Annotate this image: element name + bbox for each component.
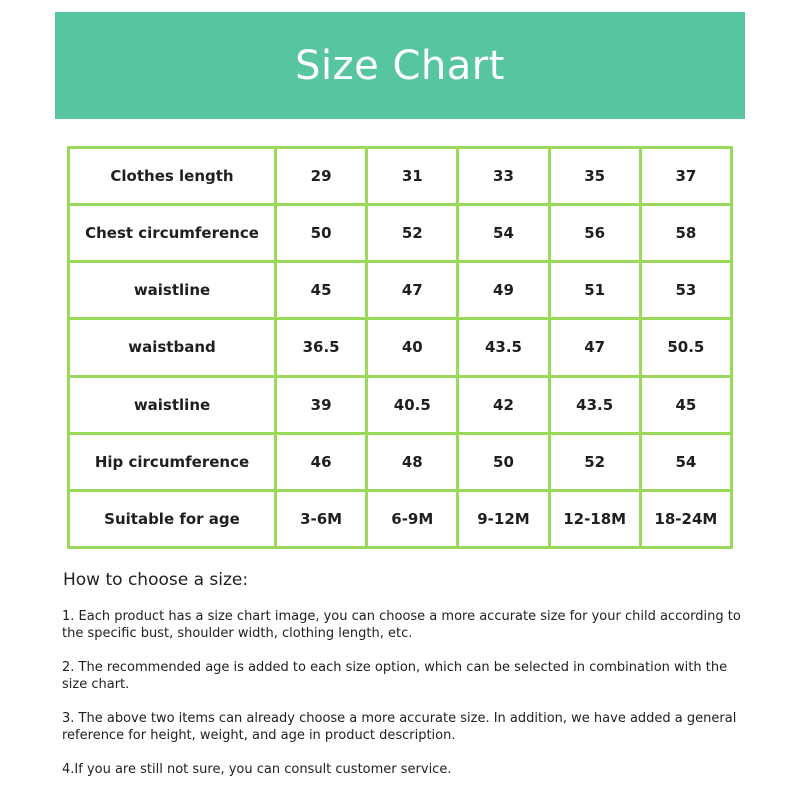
- howto-heading: How to choose a size:: [63, 570, 249, 590]
- table-cell: 43.5: [549, 376, 640, 433]
- row-label: waistline: [69, 262, 276, 319]
- table-cell: 51: [549, 262, 640, 319]
- size-chart-banner: [55, 12, 745, 119]
- note-paragraph: 3. The above two items can already choose a more accurate size. In addition, we have added a general reference for height, weight, and age in product description.: [62, 711, 737, 743]
- table-cell: 48: [367, 433, 458, 490]
- table-cell: 40: [367, 319, 458, 376]
- row-label: Hip circumference: [69, 433, 276, 490]
- table-cell: 39: [276, 376, 367, 433]
- table-cell: 50.5: [640, 319, 731, 376]
- table-cell: 46: [276, 433, 367, 490]
- table-cell: 56: [549, 205, 640, 262]
- table-cell: 42: [458, 376, 549, 433]
- table-cell: 45: [640, 376, 731, 433]
- table-cell: 40.5: [367, 376, 458, 433]
- table-row: [69, 433, 732, 490]
- table-cell: 58: [640, 205, 731, 262]
- table-row: [69, 376, 732, 433]
- row-label: waistband: [69, 319, 276, 376]
- row-label: Clothes length: [69, 148, 276, 205]
- row-label: waistline: [69, 376, 276, 433]
- table-row: [69, 262, 732, 319]
- table-cell: 52: [367, 205, 458, 262]
- table-cell: 50: [276, 205, 367, 262]
- table-cell: 54: [458, 205, 549, 262]
- table-row: [69, 148, 732, 205]
- table-cell: 45: [276, 262, 367, 319]
- table-row: [69, 205, 732, 262]
- note-paragraph: 4.If you are still not sure, you can consult customer service.: [62, 762, 452, 777]
- table-cell: 54: [640, 433, 731, 490]
- table-cell: 3-6M: [276, 490, 367, 547]
- table-cell: 35: [549, 148, 640, 205]
- table-cell: 50: [458, 433, 549, 490]
- size-table: [67, 146, 733, 549]
- note-paragraph: 2. The recommended age is added to each size option, which can be selected in combination with the size chart.: [62, 660, 728, 692]
- table-cell: 6-9M: [367, 490, 458, 547]
- row-label: Suitable for age: [69, 490, 276, 547]
- table-cell: 31: [367, 148, 458, 205]
- table-row: [69, 319, 732, 376]
- row-label: Chest circumference: [69, 205, 276, 262]
- page-title: Size Chart: [295, 42, 505, 89]
- table-cell: 9-12M: [458, 490, 549, 547]
- table-cell: 36.5: [276, 319, 367, 376]
- table-cell: 12-18M: [549, 490, 640, 547]
- table-cell: 43.5: [458, 319, 549, 376]
- table-cell: 18-24M: [640, 490, 731, 547]
- table-cell: 29: [276, 148, 367, 205]
- table-cell: 33: [458, 148, 549, 205]
- table-cell: 49: [458, 262, 549, 319]
- table-cell: 47: [549, 319, 640, 376]
- table-row: [69, 490, 732, 547]
- note-paragraph: 1. Each product has a size chart image, you can choose a more accurate size for your child according to the specific bust, shoulder width, clothing length, etc.: [62, 609, 741, 641]
- table-cell: 47: [367, 262, 458, 319]
- table-cell: 52: [549, 433, 640, 490]
- table-cell: 53: [640, 262, 731, 319]
- table-cell: 37: [640, 148, 731, 205]
